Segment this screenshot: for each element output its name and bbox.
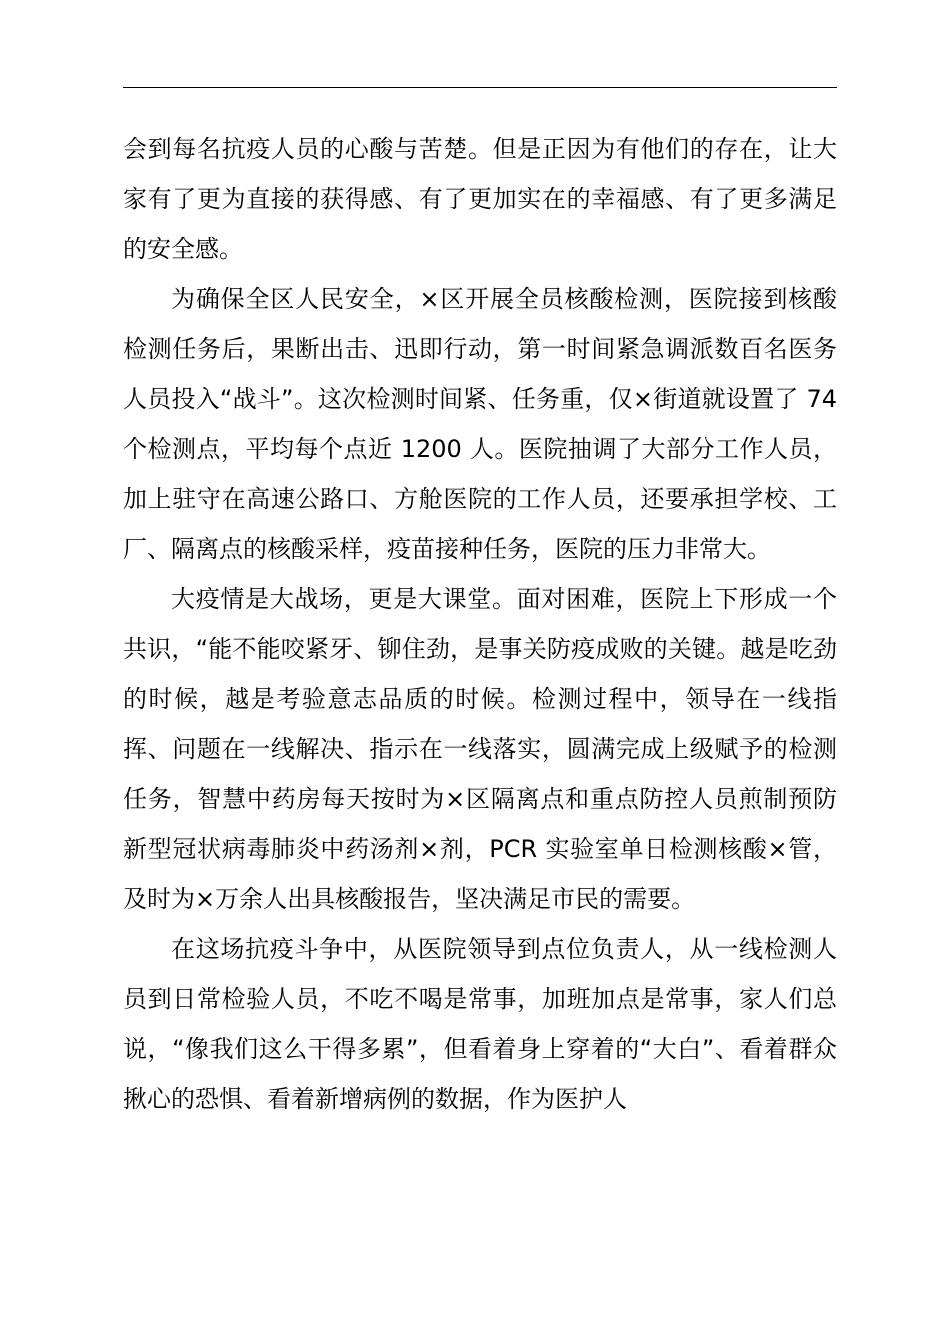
paragraph-4: 在这场抗疫斗争中，从医院领导到点位负责人，从一线检测人员到日常检验人员，不吃不喝是常事，加班加点是常事，家人们总说，“像我们这么干得多累”，但看着身上穿着的“大白”、看着群众揪心的恐惧、看着新增病例的数据，作为医护人: [123, 935, 837, 1113]
body-text: [123, 124, 837, 1124]
paragraph-2: 为确保全区人民安全，×区开展全员核酸检测，医院接到核酸检测任务后，果断出击、迅即行动，第一时间紧急调派数百名医务人员投入“战斗”。这次检测时间紧、任务重，仅×街道就设置了 74 个检测点，平均每个点近 1200 人。医院抽调了大部分工作人员，加上驻守在高速公路口、方舱医院的工作人员，还要承担学校、工厂、隔离点的核酸采样，疫苗接种任务，医院的压力非常大。: [123, 285, 837, 563]
paragraph-1: 会到每名抗疫人员的心酸与苦楚。但是正因为有他们的存在，让大家有了更为直接的获得感、有了更加实在的幸福感、有了更多满足的安全感。: [123, 135, 837, 263]
paragraph-3: 大疫情是大战场，更是大课堂。面对困难，医院上下形成一个共识，“能不能咬紧牙、铆住劲，是事关防疫成败的关键。越是吃劲的时候，越是考验意志品质的时候。检测过程中，领导在一线指挥、问题在一线解决、指示在一线落实，圆满完成上级赋予的检测任务，智慧中药房每天按时为×区隔离点和重点防控人员煎制预防新型冠状病毒肺炎中药汤剂×剂，PCR 实验室单日检测核酸×管，及时为×万余人出具核酸报告，坚决满足市民的需要。: [123, 585, 837, 913]
header-rule: [123, 87, 837, 88]
